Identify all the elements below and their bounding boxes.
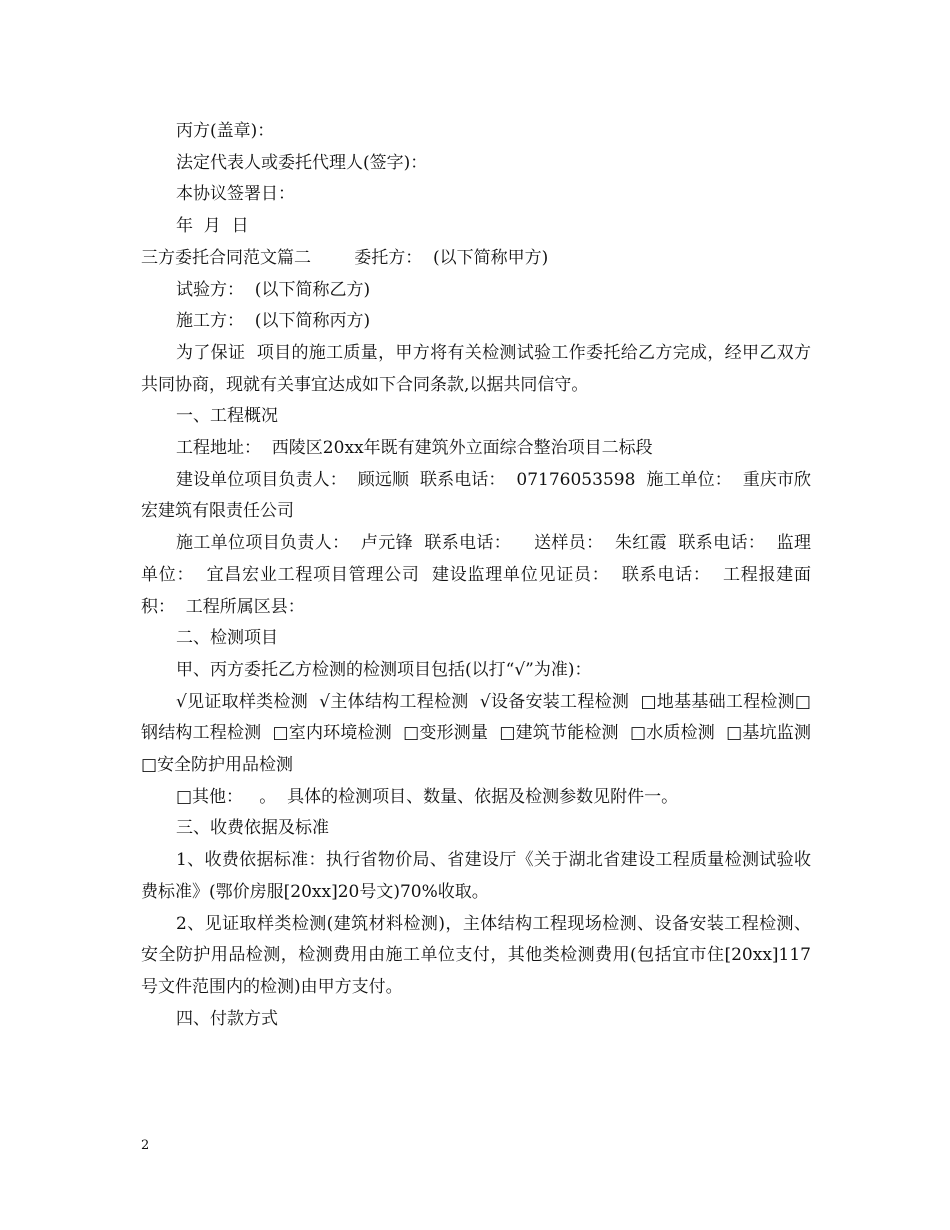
paragraph: 法定代表人或委托代理人(签字)： (176, 152, 428, 173)
paragraph: 丙方(盖章)： (176, 121, 275, 141)
paragraph: 年 月 日 (176, 216, 249, 237)
checklist-paragraph: √见证取样类检测 √主体结构工程检测 √设备安装工程检测 □地基基础工程检测□钢结构工程检测 □室内环境检测 □变形测量 □建筑节能检测 □水质检测 □基坑监测 □安全防护用品检测 (141, 691, 822, 776)
heading: 一、工程概况 (176, 406, 278, 427)
paragraph: 1、收费依据标准：执行省物价局、省建设厅《关于湖北省建设工程质量检测试验收费标准》(鄂价房服[20xx]20号文)70%收取。 (141, 850, 811, 902)
page-number: 2 (141, 1138, 150, 1153)
paragraph: 施工单位项目负责人： 卢元锋 联系电话： 送样员： 朱红霞 联系电话： 监理单位： 宜昌宏业工程项目管理公司 建设监理单位见证员： 联系电话： 工程报建面积： 工程所属区县： (141, 533, 811, 617)
paragraph: 施工方： (以下简称丙方) (176, 311, 371, 332)
paragraph: 试验方： (以下简称乙方) (176, 279, 371, 300)
paragraph: 本协议签署日： (176, 184, 295, 205)
heading: 四、付款方式 (176, 1008, 278, 1029)
paragraph: □其他： 。 具体的检测项目、数量、依据及检测参数见附件一。 (176, 786, 679, 807)
paragraph: 为了保证 项目的施工质量，甲方将有关检测试验工作委托给乙方完成，经甲乙双方共同协商，现就有关事宜达成如下合同条款,以据共同信守。 (141, 342, 811, 395)
paragraph: 2、见证取样类检测(建筑材料检测)，主体结构工程现场检测、设备安装工程检测、安全防护用品检测，检测费用由施工单位支付，其他类检测费用(包括宜市住[20xx]117号文件范围内的检测)由甲方支付。 (141, 913, 811, 997)
paragraph: 建设单位项目负责人： 顾远顺 联系电话： 07176053598 施工单位： 重庆市欣宏建筑有限责任公司 (141, 469, 811, 522)
section-heading: 三方委托合同范文篇二 委托方： (以下简称甲方) (141, 247, 549, 268)
paragraph: 甲、丙方委托乙方检测的检测项目包括(以打“√”为准)： (176, 659, 592, 680)
paragraph: 工程地址： 西陵区20xx年既有建筑外立面综合整治项目二标段 (176, 438, 653, 459)
document-body (141, 116, 822, 1035)
heading: 二、检测项目 (176, 628, 278, 649)
heading: 三、收费依据及标准 (176, 818, 329, 839)
